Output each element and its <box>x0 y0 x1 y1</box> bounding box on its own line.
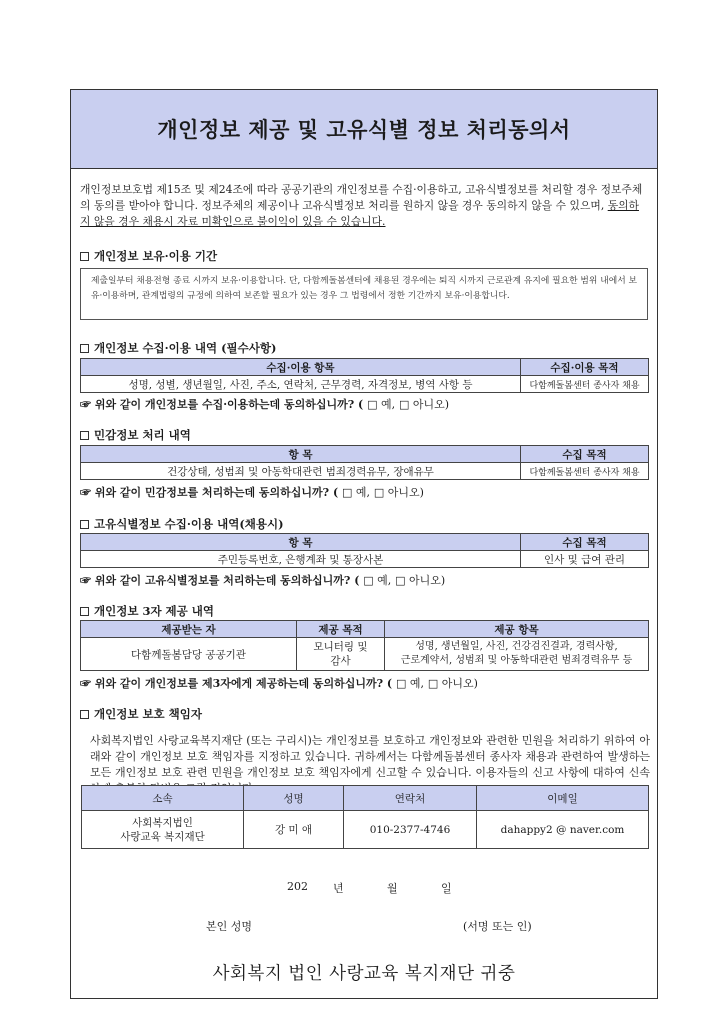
signature-name-label: 본인 성명 <box>206 920 253 933</box>
date-month-label: 월 <box>387 882 398 895</box>
table-header: 성명 <box>244 786 344 811</box>
consent-no-checkbox[interactable]: □ 아니오) <box>395 574 446 587</box>
collection-table <box>80 358 649 393</box>
checkbox-icon <box>80 252 89 261</box>
checkbox-icon <box>80 431 89 440</box>
table-cell: 강 미 애 <box>244 811 344 849</box>
section-officer-heading: 개인정보 보호 책임자 <box>80 706 202 722</box>
table-cell: 010-2377-4746 <box>344 811 477 849</box>
footer-recipient: 사회복지 법인 사랑교육 복지재단 귀중 <box>212 964 516 984</box>
table-cell: 다함께돌봄센터 종사자 채용 <box>521 376 649 393</box>
intro-paragraph <box>80 182 648 230</box>
collection-consent: ☞ 위와 같이 개인정보를 수집·이용하는데 동의하십니까? ( □ 예, □ 아니오) <box>80 398 449 411</box>
sensitive-table <box>80 445 649 480</box>
consent-no-checkbox[interactable]: □ 아니오) <box>398 398 449 411</box>
table-header: 항 목 <box>81 446 521 463</box>
consent-yes-checkbox[interactable]: □ 예, <box>363 574 392 587</box>
consent-no-checkbox[interactable]: □ 아니오) <box>427 677 478 690</box>
checkbox-icon <box>80 520 89 529</box>
table-header: 연락처 <box>344 786 477 811</box>
section-retention-heading: 개인정보 보유·이용 기간 <box>80 248 217 264</box>
checkbox-icon <box>80 607 89 616</box>
checkbox-icon <box>80 344 89 353</box>
table-cell: 주민등록번호, 은행계좌 및 통장사본 <box>81 551 521 568</box>
table-cell: 다함께돌봄담당 공공기관 <box>81 638 297 671</box>
sensitive-consent: ☞ 위와 같이 민감정보를 처리하는데 동의하십니까? ( □ 예, □ 아니오) <box>80 486 424 499</box>
table-cell: 성명, 생년월일, 사진, 건강검진결과, 경력사항, 근로계약서, 성범죄 및 아동학대관련 범죄경력유무 등 <box>385 638 649 671</box>
consent-yes-checkbox[interactable]: □ 예, <box>367 398 396 411</box>
third-party-table <box>80 620 649 671</box>
date-day-label: 일 <box>441 882 452 895</box>
consent-yes-checkbox[interactable]: □ 예, <box>342 486 371 499</box>
intro-underlined-text: 동의하지 않을 경우 채용시 자료 미확인으로 불이익이 있을 수 있습니다. <box>80 199 639 228</box>
unique-id-table <box>80 533 649 568</box>
table-header: 수집 목적 <box>521 534 649 551</box>
table-header: 수집 목적 <box>521 446 649 463</box>
intro-text: 개인정보보호법 제15조 및 제24조에 따라 공공기관의 개인정보를 수집·이용하고, 고유식별정보를 처리할 경우 정보주체의 동의를 받아야 합니다. 정보주체의 제공이나 고유식별정보 처리를 원하지 않을 경우 동의하지 않을 수 있으며, <box>80 183 643 212</box>
checkbox-icon <box>80 710 89 719</box>
table-header: 소속 <box>82 786 244 811</box>
table-cell: 사회복지법인 사랑교육 복지재단 <box>82 811 244 849</box>
table-header: 항 목 <box>81 534 521 551</box>
table-header: 제공받는 자 <box>81 621 297 638</box>
table-header: 수집·이용 항목 <box>81 359 521 376</box>
signature-field[interactable]: (서명 또는 인) <box>463 920 532 933</box>
form-title: 개인정보 제공 및 고유식별 정보 처리동의서 <box>157 117 571 142</box>
table-cell: 건강상태, 성범죄 및 아동학대관련 범죄경력유무, 장애유무 <box>81 463 521 480</box>
table-header: 이메일 <box>477 786 649 811</box>
section-unique-id-heading: 고유식별정보 수집·이용 내역(채용시) <box>80 516 284 532</box>
third-party-consent: ☞ 위와 같이 개인정보를 제3자에게 제공하는데 동의하십니까? ( □ 예, □ 아니오) <box>80 677 478 690</box>
title-band <box>71 90 657 169</box>
consent-no-checkbox[interactable]: □ 아니오) <box>373 486 424 499</box>
table-header: 제공 목적 <box>297 621 385 638</box>
table-cell: 성명, 성별, 생년월일, 사진, 주소, 연락처, 근무경력, 자격정보, 병역 사항 등 <box>81 376 521 393</box>
officer-table <box>81 785 649 849</box>
table-cell: dahappy2 @ naver.com <box>477 811 649 849</box>
unique-id-consent: ☞ 위와 같이 고유식별정보를 처리하는데 동의하십니까? ( □ 예, □ 아니오) <box>80 574 446 587</box>
retention-box: 제출일부터 채용전형 종료 시까지 보유·이용합니다. 단, 다함께돌봄센터에 채용된 경우에는 퇴직 시까지 근로관계 유지에 필요한 범위 내에서 보유·이용하며, 관계법령의 규정에 의하여 보존할 필요가 있는 경우 그 법령에서 정한 기간까지 보유·이용합니다. <box>80 268 648 320</box>
officer-paragraph: 사회복지법인 사랑교육복지재단 (또는 구리시)는 개인정보를 보호하고 개인정보와 관련한 민원을 처리하기 위하여 아래와 같이 개인정보 보호 책임자를 지정하고 있습니다. 귀하께서는 다함께돌봄센터 종사자 채용과 관련하여 발생하는 모든 개인정보 보호 관련 민원을 개인정보 보호 책임자에게 신고할 수 있습니다. 이용자들의 신고 사항에 대하여 신속 <box>90 734 650 779</box>
table-cell: 모니터링 및 감사 <box>297 638 385 671</box>
section-sensitive-heading: 민감정보 처리 내역 <box>80 427 191 443</box>
table-cell: 인사 및 급여 관리 <box>521 551 649 568</box>
table-header: 수집·이용 목적 <box>521 359 649 376</box>
date-year-label: 년 <box>333 882 344 895</box>
table-header: 제공 항목 <box>385 621 649 638</box>
table-cell: 다함께돌봄센터 종사자 채용 <box>521 463 649 480</box>
section-collection-heading: 개인정보 수집·이용 내역 (필수사항) <box>80 340 276 356</box>
consent-form <box>70 89 658 999</box>
date-year[interactable]: 202 <box>287 880 308 893</box>
section-third-party-heading: 개인정보 3자 제공 내역 <box>80 603 214 619</box>
consent-yes-checkbox[interactable]: □ 예, <box>395 677 424 690</box>
